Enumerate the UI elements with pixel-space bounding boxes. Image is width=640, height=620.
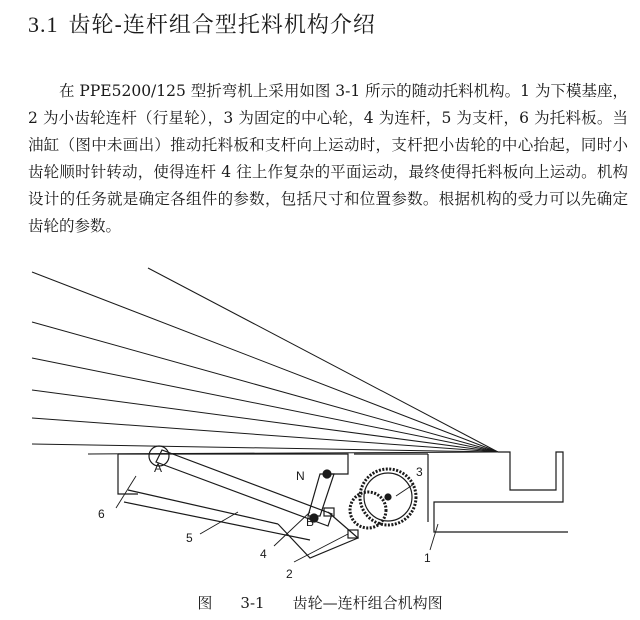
die-base	[434, 452, 568, 532]
body-paragraph: 在 PPE5200/125 型折弯机上采用如图 3-1 所示的随动托料机构。1 为下模基座，2 为小齿轮连杆（行星轮），3 为固定的中心轮，4 为连杆，5 为支杆，6 为托料板。当油缸（图中未画出）推动托料板和支杆向上运动时，支杆把小齿轮的中心抬起，同时小齿轮顺时针转动，使得连杆 4 往上作复杂的平面运动，最终使得托料板向上运动。机构设计的任务就是确定各组件的参数，包括尺寸和位置参数。根据机构的受力可以先确定齿轮的参数。	[28, 82, 628, 235]
label-point-b: B	[306, 515, 315, 529]
label-part-3: 3	[416, 465, 423, 479]
support-plate	[118, 454, 348, 494]
mechanism-figure	[28, 262, 588, 582]
caption-number: 3-1	[240, 594, 265, 612]
trajectory-lines	[32, 268, 498, 454]
label-part-2: 2	[286, 567, 293, 581]
section-number: 3.1	[28, 12, 59, 37]
label-part-1: 1	[424, 551, 431, 565]
figure-caption	[0, 592, 640, 613]
label-part-5: 5	[186, 531, 193, 545]
label-point-n: N	[296, 469, 305, 483]
mechanism-diagram	[28, 262, 588, 582]
section-heading	[28, 8, 376, 39]
section-title: 齿轮-连杆组合型托料机构介绍	[68, 13, 376, 38]
label-part-4: 4	[260, 547, 267, 561]
caption-prefix: 图	[197, 594, 213, 612]
label-part-6: 6	[98, 507, 105, 521]
caption-title: 齿轮—连杆组合机构图	[292, 594, 443, 612]
leader-lines	[116, 476, 438, 562]
label-point-a: A	[154, 461, 163, 475]
